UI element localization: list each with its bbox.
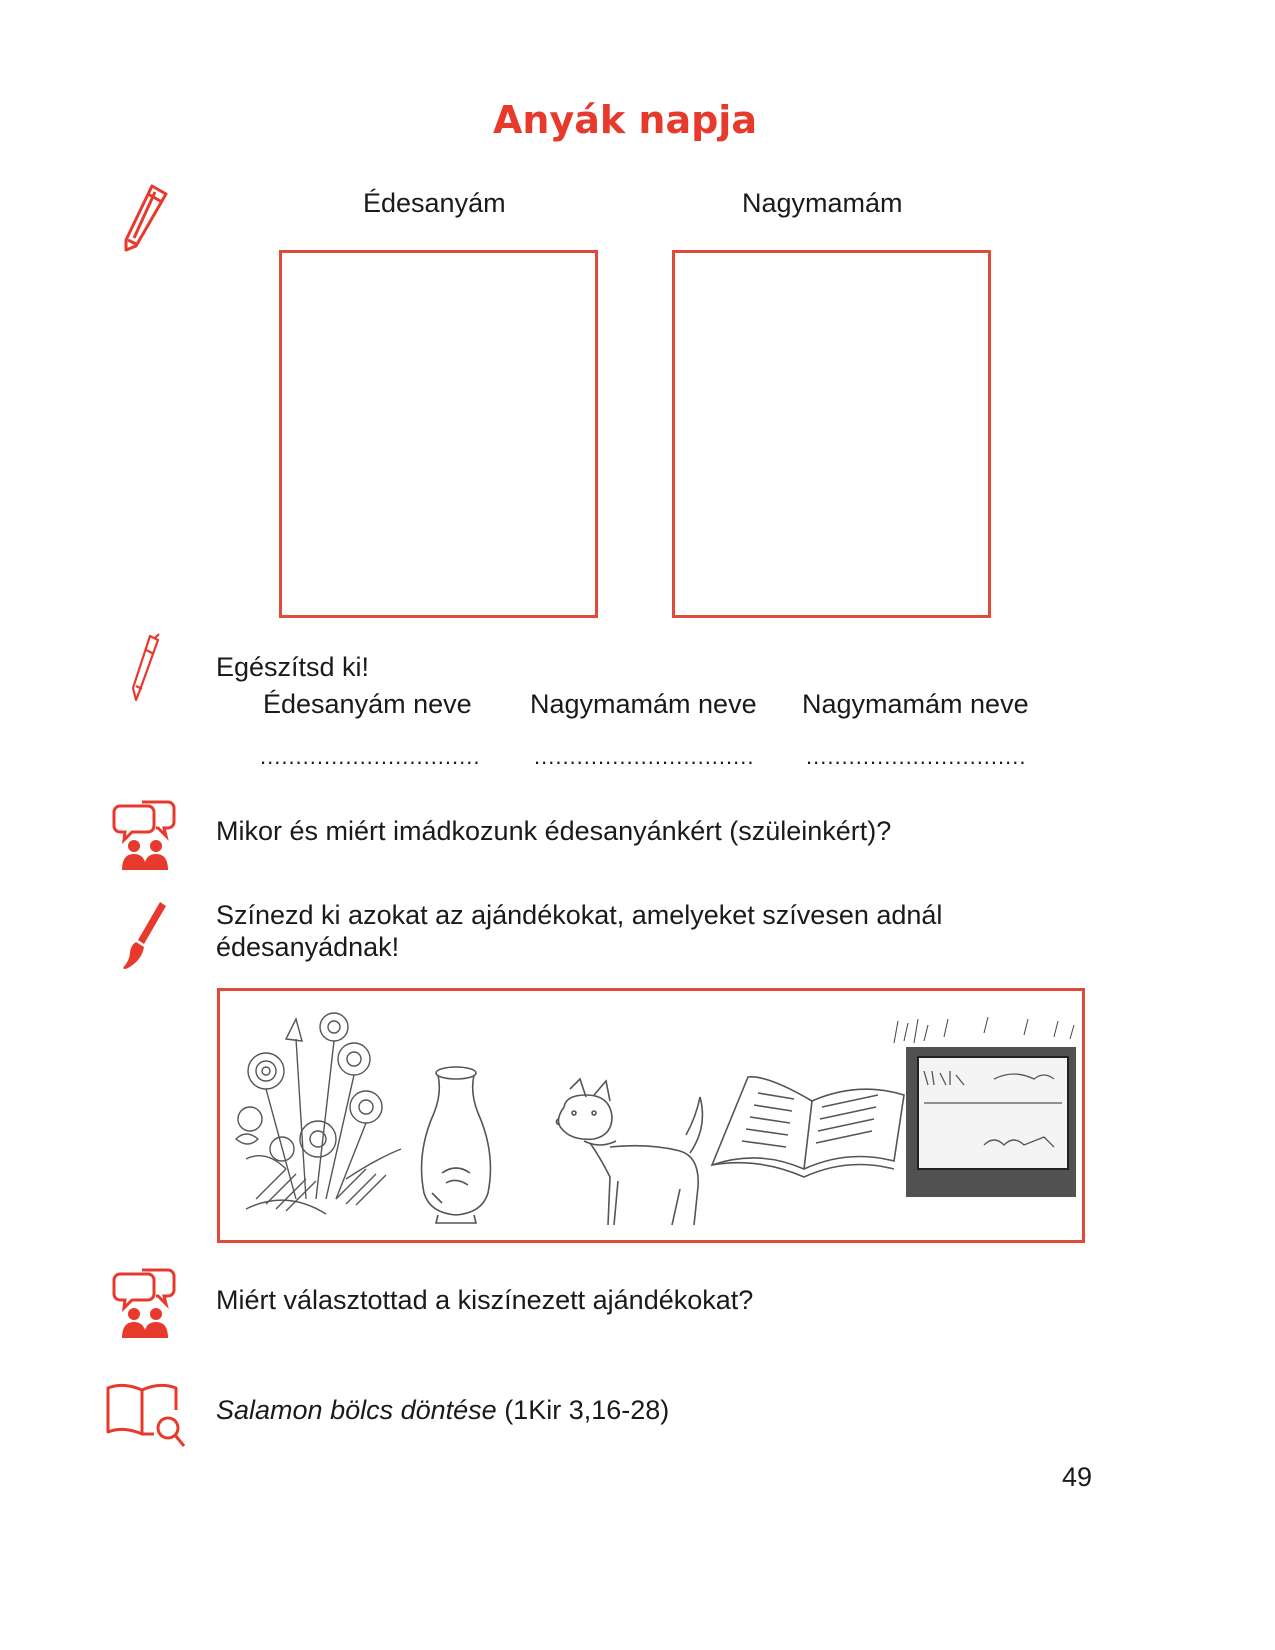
- paintbrush-icon: [120, 900, 170, 972]
- column-label-mother-name: Édesanyám neve: [263, 689, 472, 719]
- coloring-instruction-line1: Színezd ki azokat az ajándékokat, amelyeket szívesen adnál: [216, 900, 943, 930]
- discussion-icon: [112, 1268, 178, 1340]
- pen-icon: [128, 632, 164, 704]
- gifts-frame: [217, 988, 1085, 1243]
- column-label-grandmother-name-1: Nagymamám neve: [530, 689, 757, 719]
- drawing-frame-mother[interactable]: [279, 250, 598, 618]
- name-blank-mother[interactable]: ...............................: [260, 744, 481, 769]
- discussion-icon: [112, 800, 178, 872]
- question-prayer: Mikor és miért imádkozunk édesanyánkért (szüleinkért)?: [216, 816, 892, 846]
- coloring-instruction-line2: édesanyádnak!: [216, 932, 400, 962]
- page-title: Anyák napja: [493, 98, 757, 142]
- frame-label-grandmother: Nagymamám: [742, 188, 903, 218]
- book-search-icon: [104, 1380, 190, 1452]
- complete-instruction: Egészítsd ki!: [216, 652, 370, 682]
- flowers-drawing[interactable]: [226, 999, 406, 1234]
- column-label-grandmother-name-2: Nagymamám neve: [802, 689, 1029, 719]
- pencil-icon: [122, 182, 172, 254]
- reading-citation: (1Kir 3,16-28): [496, 1395, 670, 1425]
- framed-picture-drawing[interactable]: [884, 1017, 1084, 1212]
- page-number: 49: [1062, 1462, 1093, 1492]
- drawing-frame-grandmother[interactable]: [672, 250, 991, 618]
- question-gift-choice: Miért választottad a kiszínezett ajándékokat?: [216, 1285, 754, 1315]
- name-blank-grandmother-1[interactable]: ...............................: [534, 744, 755, 769]
- reading-title: Salamon bölcs döntése: [216, 1395, 497, 1425]
- vase-drawing[interactable]: [412, 1063, 502, 1233]
- book-drawing[interactable]: [708, 1065, 908, 1190]
- reading-reference: [216, 1395, 669, 1426]
- frame-label-mother: Édesanyám: [363, 188, 506, 218]
- dog-drawing[interactable]: [550, 1077, 720, 1237]
- name-blank-grandmother-2[interactable]: ...............................: [806, 744, 1027, 769]
